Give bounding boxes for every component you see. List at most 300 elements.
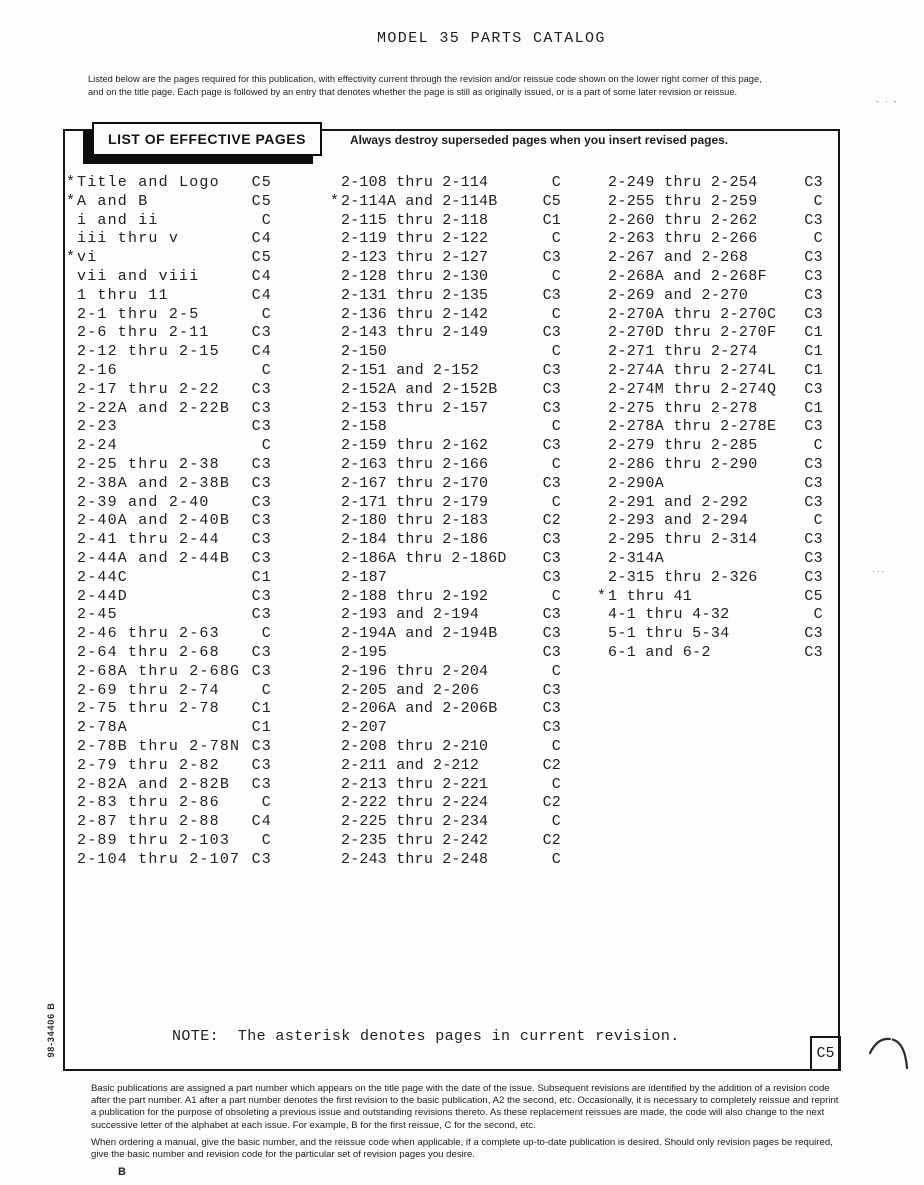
list-item — [597, 475, 823, 494]
list-item — [66, 212, 272, 231]
page-range: 2-205 and 2-206 — [341, 681, 480, 699]
list-item — [66, 456, 272, 475]
list-item — [597, 287, 823, 306]
current-revision-asterisk — [66, 776, 77, 795]
page-range: 2-279 thru 2-285 — [608, 437, 758, 455]
page-range: 2-38A and 2-38B — [77, 474, 231, 492]
revision-code: C — [261, 305, 272, 323]
list-item — [66, 400, 272, 419]
list-item — [597, 625, 823, 644]
revision-code: C3 — [251, 324, 272, 342]
page-range: 2-263 thru 2-266 — [608, 230, 758, 248]
list-item — [330, 757, 561, 776]
current-revision-asterisk — [597, 268, 608, 287]
page-range: 2-260 thru 2-262 — [608, 211, 758, 229]
list-item — [66, 700, 272, 719]
revision-code: C3 — [251, 587, 272, 605]
page-range: 1 thru 11 — [77, 286, 169, 304]
revision-code: C3 — [251, 756, 272, 774]
current-revision-asterisk — [66, 569, 77, 588]
list-item — [66, 324, 272, 343]
current-revision-asterisk — [330, 813, 341, 832]
list-item — [66, 381, 272, 400]
page-range: 2-315 thru 2-326 — [608, 568, 758, 586]
revision-code: C — [261, 794, 272, 812]
current-revision-asterisk — [597, 174, 608, 193]
list-item — [66, 682, 272, 701]
current-revision-asterisk — [66, 550, 77, 569]
current-revision-asterisk — [66, 343, 77, 362]
page-range: 2-249 thru 2-254 — [608, 174, 758, 191]
revision-code: C3 — [542, 380, 561, 398]
revision-code: C — [551, 230, 561, 248]
current-revision-asterisk — [330, 757, 341, 776]
list-item — [597, 494, 823, 513]
current-revision-asterisk — [66, 794, 77, 813]
list-item — [66, 569, 272, 588]
current-revision-asterisk — [597, 644, 608, 663]
list-item — [330, 625, 561, 644]
revision-code: C3 — [804, 174, 823, 191]
list-item — [330, 512, 561, 531]
page-range: 4-1 thru 4-32 — [608, 606, 730, 624]
list-item — [330, 174, 561, 193]
list-item — [66, 418, 272, 437]
list-item — [66, 249, 272, 268]
revision-code: C3 — [251, 775, 272, 793]
current-revision-asterisk: * — [330, 192, 340, 210]
current-revision-asterisk — [597, 193, 608, 212]
revision-code: C3 — [251, 380, 272, 398]
list-item — [330, 813, 561, 832]
current-revision-asterisk — [597, 230, 608, 249]
list-item — [330, 343, 561, 362]
revision-code: C3 — [251, 399, 272, 417]
revision-code: C1 — [251, 719, 272, 737]
list-item — [66, 475, 272, 494]
current-revision-asterisk — [66, 268, 77, 287]
intro-line-1: Listed below are the pages required for this publication, with effectivity current through the revision and/or reissue code shown on the lower right corner of this page, — [88, 74, 762, 84]
page-range: 2-196 thru 2-204 — [341, 662, 489, 680]
current-revision-asterisk — [597, 381, 608, 400]
list-item — [330, 362, 561, 381]
current-revision-asterisk — [597, 550, 608, 569]
revision-code: C4 — [251, 267, 272, 285]
current-revision-asterisk — [597, 324, 608, 343]
page-range: 2-46 thru 2-63 — [77, 625, 220, 643]
page-range: 2-25 thru 2-38 — [77, 455, 220, 473]
list-item — [330, 400, 561, 419]
revision-code: C3 — [251, 662, 272, 680]
list-item — [330, 719, 561, 738]
current-revision-asterisk — [330, 268, 341, 287]
revision-code: C — [261, 211, 272, 229]
list-item — [66, 550, 272, 569]
page-range: 6-1 and 6-2 — [608, 643, 711, 661]
page-range: 2-163 thru 2-166 — [341, 455, 489, 473]
revision-code: C3 — [251, 474, 272, 492]
current-revision-asterisk — [66, 212, 77, 231]
revision-code: C — [551, 587, 561, 605]
revision-code: C3 — [804, 305, 823, 323]
reissue-code-mark: B — [118, 1166, 126, 1178]
list-item — [330, 700, 561, 719]
revision-code: C3 — [804, 643, 823, 661]
page-range: 2-44D — [77, 587, 129, 605]
page-range: 2-1 thru 2-5 — [77, 305, 200, 323]
page-range: 2-290A — [608, 474, 665, 492]
current-revision-asterisk — [597, 343, 608, 362]
revision-code: C3 — [542, 437, 561, 455]
current-revision-asterisk — [66, 230, 77, 249]
list-item — [66, 625, 272, 644]
list-item — [66, 512, 272, 531]
revision-code: C3 — [542, 700, 561, 718]
current-revision-asterisk — [330, 531, 341, 550]
current-revision-asterisk — [330, 212, 341, 231]
page-range: 2-44A and 2-44B — [77, 549, 231, 567]
scan-artifact-dots: ··· — [872, 567, 886, 576]
current-revision-asterisk — [330, 588, 341, 607]
page-range: 2-83 thru 2-86 — [77, 794, 220, 812]
list-item — [330, 456, 561, 475]
revision-code: C2 — [542, 831, 561, 849]
page-range: 2-23 — [77, 418, 118, 436]
revision-code-box: C5 — [810, 1036, 841, 1071]
current-revision-asterisk — [330, 512, 341, 531]
page-range: 2-275 thru 2-278 — [608, 399, 758, 417]
page-range: 2-269 and 2-270 — [608, 286, 749, 304]
list-item — [330, 644, 561, 663]
current-revision-asterisk — [66, 644, 77, 663]
list-item — [597, 230, 823, 249]
list-item — [66, 531, 272, 550]
list-item — [330, 381, 561, 400]
revision-code: C — [551, 305, 561, 323]
list-item — [330, 437, 561, 456]
list-item — [597, 550, 823, 569]
revision-code: C — [813, 606, 823, 624]
revision-code: C3 — [251, 643, 272, 661]
page-range: 2-123 thru 2-127 — [341, 249, 489, 267]
page-range: 2-79 thru 2-82 — [77, 756, 220, 774]
asterisk-note: NOTE: The asterisk denotes pages in current revision. — [172, 1028, 680, 1045]
page-range: 2-41 thru 2-44 — [77, 531, 220, 549]
page-range: 2-82A and 2-82B — [77, 775, 231, 793]
page-range: 2-187 — [341, 568, 388, 586]
revision-code: C3 — [804, 249, 823, 267]
current-revision-asterisk — [330, 249, 341, 268]
page-range: 2-278A thru 2-278E — [608, 418, 777, 436]
current-revision-asterisk — [66, 306, 77, 325]
current-revision-asterisk — [597, 249, 608, 268]
revision-code: C3 — [804, 267, 823, 285]
list-item — [66, 306, 272, 325]
current-revision-asterisk — [597, 456, 608, 475]
page-range: 2-271 thru 2-274 — [608, 343, 758, 361]
page-range: 2-131 thru 2-135 — [341, 286, 489, 304]
current-revision-asterisk: * — [66, 174, 77, 191]
revision-code: C1 — [251, 700, 272, 718]
revision-code: C — [551, 662, 561, 680]
page-range: 2-128 thru 2-130 — [341, 267, 489, 285]
page-range: 2-68A thru 2-68G — [77, 662, 241, 680]
revision-code: C3 — [542, 324, 561, 342]
page-range: 2-186A thru 2-186D — [341, 549, 507, 567]
revision-code: C — [261, 625, 272, 643]
list-item — [597, 400, 823, 419]
revision-code: C — [551, 267, 561, 285]
page-range: 2-195 — [341, 643, 388, 661]
page-range: 2-267 and 2-268 — [608, 249, 749, 267]
revision-code: C — [551, 174, 561, 191]
revision-code: C3 — [542, 286, 561, 304]
revision-code: C3 — [542, 361, 561, 379]
revision-code: C3 — [542, 625, 561, 643]
current-revision-asterisk — [597, 418, 608, 437]
page-range: Title and Logo — [77, 174, 220, 191]
list-item — [330, 531, 561, 550]
list-item — [66, 851, 272, 870]
current-revision-asterisk — [66, 494, 77, 513]
current-revision-asterisk — [597, 494, 608, 513]
page-range: 2-17 thru 2-22 — [77, 380, 220, 398]
current-revision-asterisk — [66, 512, 77, 531]
page-range: vi — [77, 249, 98, 267]
list-item — [330, 569, 561, 588]
revision-code: C2 — [542, 756, 561, 774]
revision-code: C3 — [804, 418, 823, 436]
list-item — [597, 343, 823, 362]
revision-code: C3 — [542, 568, 561, 586]
current-revision-asterisk — [66, 719, 77, 738]
current-revision-asterisk — [330, 230, 341, 249]
page-range: 2-286 thru 2-290 — [608, 455, 758, 473]
revision-code: C3 — [251, 455, 272, 473]
page-range: 2-151 and 2-152 — [341, 361, 480, 379]
page-range: 2-104 thru 2-107 — [77, 850, 241, 868]
page-range: A and B — [77, 192, 149, 210]
revision-code: C3 — [251, 850, 272, 868]
page-range: 2-39 and 2-40 — [77, 493, 210, 511]
revision-code: C — [813, 512, 823, 530]
revision-code: C3 — [251, 549, 272, 567]
current-revision-asterisk — [66, 531, 77, 550]
current-revision-asterisk — [330, 287, 341, 306]
revision-code: C2 — [542, 794, 561, 812]
list-item — [597, 569, 823, 588]
page-range: 2-213 thru 2-221 — [341, 775, 489, 793]
page-range: 2-115 thru 2-118 — [341, 211, 489, 229]
list-item — [597, 193, 823, 212]
page-range: 2-270A thru 2-270C — [608, 305, 777, 323]
revision-code: C3 — [804, 493, 823, 511]
current-revision-asterisk — [597, 437, 608, 456]
revision-code: C — [551, 737, 561, 755]
list-item — [597, 174, 823, 193]
list-item — [66, 362, 272, 381]
page-range: 2-6 thru 2-11 — [77, 324, 210, 342]
revision-code: C — [261, 831, 272, 849]
current-revision-asterisk — [66, 381, 77, 400]
list-item — [330, 832, 561, 851]
list-item — [330, 306, 561, 325]
revision-code: C4 — [251, 813, 272, 831]
list-item — [330, 418, 561, 437]
list-item — [66, 606, 272, 625]
intro-line-2: and on the title page. Each page is followed by an entry that denotes whether the page is still as originally issued, or is a part of some later revision or reissue. — [88, 87, 738, 97]
page-range: 2-152A and 2-152B — [341, 380, 498, 398]
revision-code: C5 — [251, 192, 272, 210]
page-range: 2-114A and 2-114B — [341, 192, 498, 210]
current-revision-asterisk — [66, 738, 77, 757]
revision-code: C3 — [542, 549, 561, 567]
page-range: 2-171 thru 2-179 — [341, 493, 489, 511]
current-revision-asterisk — [330, 437, 341, 456]
page-range: 2-87 thru 2-88 — [77, 813, 220, 831]
revision-code: C1 — [542, 211, 561, 229]
effective-pages-column-3 — [597, 174, 823, 663]
revision-code: C3 — [542, 719, 561, 737]
current-revision-asterisk — [597, 569, 608, 588]
page-range: 2-108 thru 2-114 — [341, 174, 489, 191]
list-item — [330, 776, 561, 795]
page-range: i and ii — [77, 211, 159, 229]
current-revision-asterisk: * — [66, 192, 77, 210]
page-title: MODEL 35 PARTS CATALOG — [377, 30, 606, 47]
list-item — [66, 268, 272, 287]
page-range: 2-188 thru 2-192 — [341, 587, 489, 605]
revision-code: C3 — [251, 418, 272, 436]
destroy-superseded-warning: Always destroy superseded pages when you insert revised pages. — [350, 133, 729, 147]
current-revision-asterisk — [330, 550, 341, 569]
current-revision-asterisk — [66, 418, 77, 437]
revision-code: C3 — [804, 211, 823, 229]
current-revision-asterisk — [597, 606, 608, 625]
page-range: 2-45 — [77, 606, 118, 624]
page-range: 2-136 thru 2-142 — [341, 305, 489, 323]
revision-code: C3 — [251, 493, 272, 511]
current-revision-asterisk — [597, 400, 608, 419]
list-item — [330, 230, 561, 249]
revision-code: C — [551, 850, 561, 868]
revision-code: C — [551, 813, 561, 831]
revision-code: C — [551, 418, 561, 436]
revision-code: C3 — [542, 474, 561, 492]
revision-code: C3 — [542, 606, 561, 624]
revision-code: C3 — [542, 399, 561, 417]
current-revision-asterisk — [66, 287, 77, 306]
page-range: iii thru v — [77, 230, 180, 248]
revision-code: C3 — [251, 606, 272, 624]
page-range: 2-255 thru 2-259 — [608, 192, 758, 210]
list-item — [330, 588, 561, 607]
current-revision-asterisk — [66, 437, 77, 456]
page-range: 2-167 thru 2-170 — [341, 474, 489, 492]
page-range: 2-89 thru 2-103 — [77, 831, 231, 849]
page-range: 2-295 thru 2-314 — [608, 531, 758, 549]
list-item — [66, 832, 272, 851]
current-revision-asterisk — [66, 625, 77, 644]
revision-code: C3 — [804, 455, 823, 473]
current-revision-asterisk — [330, 663, 341, 682]
revision-code: C3 — [804, 474, 823, 492]
revision-code: C3 — [542, 249, 561, 267]
list-item — [330, 475, 561, 494]
revision-code: C3 — [542, 643, 561, 661]
list-item — [330, 287, 561, 306]
current-revision-asterisk — [597, 362, 608, 381]
current-revision-asterisk — [330, 644, 341, 663]
current-revision-asterisk — [330, 682, 341, 701]
revision-code: C — [261, 437, 272, 455]
page-range: 2-211 and 2-212 — [341, 756, 480, 774]
page-range: 2-69 thru 2-74 — [77, 681, 220, 699]
effective-pages-column-1 — [66, 174, 272, 869]
current-revision-asterisk — [330, 174, 341, 193]
list-item — [330, 663, 561, 682]
list-item — [330, 193, 561, 212]
page-range: 2-78B thru 2-78N — [77, 737, 241, 755]
page-range: 2-293 and 2-294 — [608, 512, 749, 530]
current-revision-asterisk — [597, 212, 608, 231]
list-item — [330, 268, 561, 287]
page-range: 2-12 thru 2-15 — [77, 343, 220, 361]
page-range: 5-1 thru 5-34 — [608, 625, 730, 643]
revision-code: C3 — [804, 380, 823, 398]
revision-code: C3 — [251, 512, 272, 530]
revision-code: C3 — [251, 737, 272, 755]
list-item — [66, 776, 272, 795]
current-revision-asterisk — [330, 606, 341, 625]
revision-code: C1 — [804, 361, 823, 379]
page-curl-artifact — [865, 1032, 913, 1074]
revision-code: C1 — [804, 343, 823, 361]
current-revision-asterisk: * — [597, 587, 607, 605]
current-revision-asterisk — [597, 625, 608, 644]
current-revision-asterisk — [66, 682, 77, 701]
page-range: 2-158 — [341, 418, 388, 436]
current-revision-asterisk — [66, 700, 77, 719]
revision-code: C — [813, 230, 823, 248]
page-range: 2-180 thru 2-183 — [341, 512, 489, 530]
current-revision-asterisk — [66, 851, 77, 870]
page-range: 2-291 and 2-292 — [608, 493, 749, 511]
list-item — [66, 719, 272, 738]
current-revision-asterisk — [330, 324, 341, 343]
list-item — [66, 588, 272, 607]
current-revision-asterisk — [597, 531, 608, 550]
list-item — [330, 249, 561, 268]
current-revision-asterisk — [330, 794, 341, 813]
list-item — [66, 794, 272, 813]
revision-code: C3 — [804, 568, 823, 586]
list-item — [597, 644, 823, 663]
current-revision-asterisk — [330, 400, 341, 419]
revision-code: C1 — [804, 399, 823, 417]
page-range: 2-243 thru 2-248 — [341, 850, 489, 868]
list-item — [597, 512, 823, 531]
current-revision-asterisk — [66, 813, 77, 832]
revision-code: C3 — [804, 531, 823, 549]
page-range: 2-193 and 2-194 — [341, 606, 480, 624]
revision-code: C4 — [251, 230, 272, 248]
list-item — [66, 738, 272, 757]
current-revision-asterisk — [66, 757, 77, 776]
effective-pages-column-2 — [330, 174, 561, 869]
page-range: 2-119 thru 2-122 — [341, 230, 489, 248]
list-item — [66, 230, 272, 249]
